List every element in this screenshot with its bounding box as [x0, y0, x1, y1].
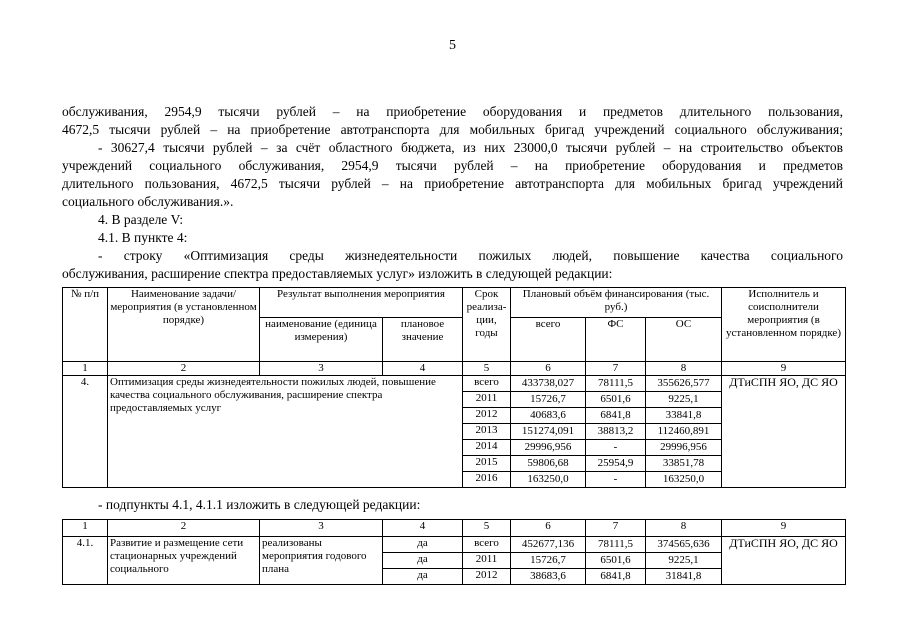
col-number: 5 — [463, 520, 511, 537]
os-cell: 33841,8 — [646, 408, 722, 424]
paragraph-line: - 30627,4 тысячи рублей – за счёт областного бюджета, из них 23000,0 тысячи рублей – на строительство объектов — [98, 140, 843, 155]
col-number: 2 — [108, 520, 260, 537]
row-executor: ДТиСПН ЯО, ДС ЯО — [722, 376, 846, 488]
paragraph-line: - подпункты 4.1, 4.1.1 изложить в следующей редакции: — [98, 497, 421, 512]
header-num: № п/п — [63, 288, 108, 362]
year-cell: 2011 — [463, 392, 511, 408]
col-number: 6 — [511, 362, 586, 376]
fs-cell: 6841,8 — [586, 569, 646, 585]
fs-cell: 6501,6 — [586, 553, 646, 569]
col-number: 4 — [383, 362, 463, 376]
total-cell: 40683,6 — [511, 408, 586, 424]
col-number: 4 — [383, 520, 463, 537]
os-cell: 112460,891 — [646, 424, 722, 440]
header-term: Срок реализа-ции, годы — [463, 288, 511, 362]
col-number: 1 — [63, 520, 108, 537]
header-result-name: наименование (единица измерения) — [260, 318, 383, 362]
paragraph-line: длительного пользования, 4672,5 тысячи рублей – на приобретение автотранспорта для мобильных бригад учреждений — [62, 176, 843, 191]
fs-cell: 25954,9 — [586, 456, 646, 472]
col-number: 8 — [646, 362, 722, 376]
paragraph-line: 4.1. В пункте 4: — [98, 230, 188, 245]
subitems-table — [62, 519, 846, 585]
header-financing: Плановый объём финансирования (тыс. руб.) — [511, 288, 722, 318]
total-cell: 59806,68 — [511, 456, 586, 472]
header-name: Наименование задачи/мероприятия (в установленном порядке) — [108, 288, 260, 362]
total-cell: 452677,136 — [511, 537, 586, 553]
page-number: 5 — [449, 38, 456, 53]
total-cell: 15726,7 — [511, 392, 586, 408]
col-number: 5 — [463, 362, 511, 376]
header-executor: Исполнитель и соисполнители мероприятия (в установленном порядке) — [722, 288, 846, 362]
fs-cell: 6501,6 — [586, 392, 646, 408]
fs-cell: 78111,5 — [586, 537, 646, 553]
row-name: Оптимизация среды жизнедеятельности пожилых людей, повышение качества социального обслуживания, расширение спектра предоставляемых услуг — [108, 376, 463, 488]
fs-cell: - — [586, 440, 646, 456]
plan-cell: да — [383, 569, 463, 585]
os-cell: 9225,1 — [646, 392, 722, 408]
paragraph-line: 4. В разделе V: — [98, 212, 184, 227]
paragraph-line: учреждений социального обслуживания, 2954,9 тысячи рублей – на приобретение оборудования и предметов — [62, 158, 843, 173]
col-number: 6 — [511, 520, 586, 537]
total-cell: 38683,6 — [511, 569, 586, 585]
fs-cell: 38813,2 — [586, 424, 646, 440]
col-number: 9 — [722, 362, 846, 376]
os-cell: 374565,636 — [646, 537, 722, 553]
year-cell: 2014 — [463, 440, 511, 456]
total-cell: 151274,091 — [511, 424, 586, 440]
row-result: реализованы мероприятия годового плана — [260, 537, 383, 585]
header-os: ОС — [646, 318, 722, 362]
col-number: 1 — [63, 362, 108, 376]
year-cell: 2013 — [463, 424, 511, 440]
row-name: Развитие и размещение сети стационарных учреждений социального — [108, 537, 260, 585]
header-result: Результат выполнения мероприятия — [260, 288, 463, 318]
os-cell: 355626,577 — [646, 376, 722, 392]
financing-table — [62, 287, 846, 488]
col-number: 8 — [646, 520, 722, 537]
fs-cell: - — [586, 472, 646, 488]
year-cell: 2012 — [463, 408, 511, 424]
total-cell: 433738,027 — [511, 376, 586, 392]
plan-cell: да — [383, 537, 463, 553]
col-number: 2 — [108, 362, 260, 376]
year-cell: всего — [463, 376, 511, 392]
row-executor: ДТиСПН ЯО, ДС ЯО — [722, 537, 846, 585]
col-number: 3 — [260, 520, 383, 537]
fs-cell: 78111,5 — [586, 376, 646, 392]
paragraph-line: обслуживания, расширение спектра предоставляемых услуг» изложить в следующей редакции: — [62, 266, 613, 281]
header-fs: ФС — [586, 318, 646, 362]
paragraph-line: обслуживания, 2954,9 тысячи рублей – на приобретение оборудования и предметов длительного пользования, — [62, 104, 843, 119]
year-cell: всего — [463, 537, 511, 553]
paragraph-line: 4672,5 тысячи рублей – на приобретение автотранспорта для мобильных бригад учреждений социального обслуживания; — [62, 122, 843, 137]
os-cell: 31841,8 — [646, 569, 722, 585]
col-number: 9 — [722, 520, 846, 537]
col-number: 7 — [586, 362, 646, 376]
plan-cell: да — [383, 553, 463, 569]
total-cell: 15726,7 — [511, 553, 586, 569]
header-result-plan: плановое значение — [383, 318, 463, 362]
header-total: всего — [511, 318, 586, 362]
fs-cell: 6841,8 — [586, 408, 646, 424]
total-cell: 163250,0 — [511, 472, 586, 488]
col-number: 7 — [586, 520, 646, 537]
year-cell: 2016 — [463, 472, 511, 488]
year-cell: 2015 — [463, 456, 511, 472]
year-cell: 2012 — [463, 569, 511, 585]
col-number: 3 — [260, 362, 383, 376]
row-num: 4.1. — [63, 537, 108, 585]
os-cell: 33851,78 — [646, 456, 722, 472]
os-cell: 163250,0 — [646, 472, 722, 488]
total-cell: 29996,956 — [511, 440, 586, 456]
os-cell: 29996,956 — [646, 440, 722, 456]
os-cell: 9225,1 — [646, 553, 722, 569]
year-cell: 2011 — [463, 553, 511, 569]
paragraph-line: социального обслуживания.». — [62, 194, 234, 209]
row-num: 4. — [63, 376, 108, 488]
paragraph-line: - строку «Оптимизация среды жизнедеятельности пожилых людей, повышение качества социального — [98, 248, 843, 263]
